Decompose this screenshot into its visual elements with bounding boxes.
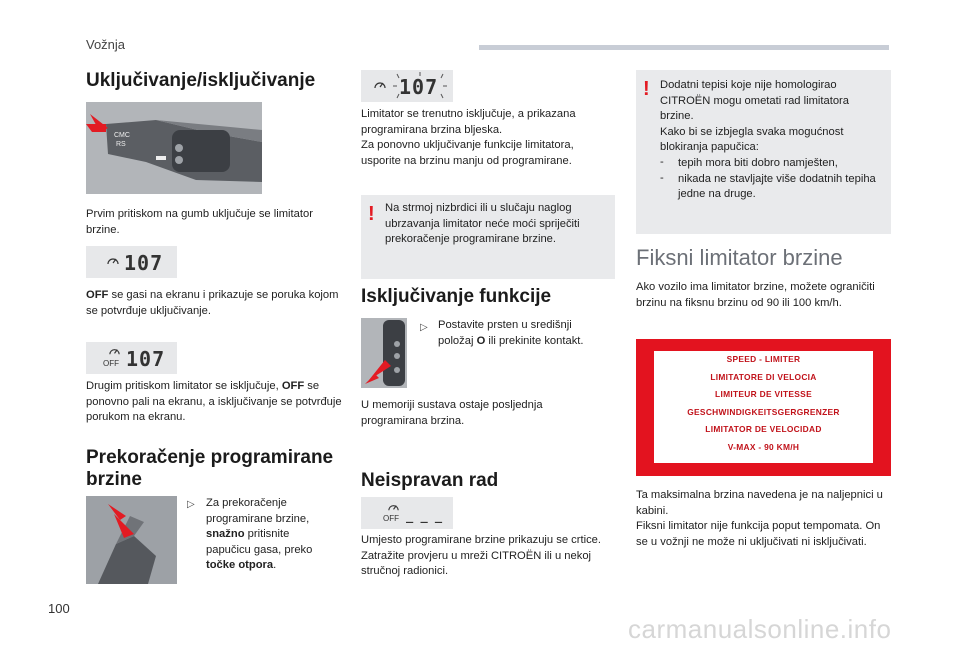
sticker-line: LIMITATORE DI VELOCIA: [710, 371, 817, 382]
sticker-line: LIMITATOR DE VELOCIDAD: [705, 424, 822, 434]
title-on-off: Uključivanje/isključivanje: [86, 70, 316, 91]
page-number: 100: [48, 601, 70, 616]
speedometer-icon: [108, 345, 121, 358]
lcd-speed-1: 107: [124, 251, 164, 275]
section-header: Vožnja: [86, 37, 126, 52]
text-exceed-d: točke otpora: [206, 559, 274, 571]
warning-box-downhill: [361, 195, 615, 279]
speedometer-icon: [373, 78, 387, 92]
watermark: carmanualsonline.info: [628, 614, 892, 644]
text-memory: U memoriji sustava ostaje posljednja programirana brzina.: [361, 399, 543, 427]
list-item: - nikada ne stavljajte više dodatnih tepiha jedne na druge.: [660, 172, 882, 203]
text-exceed-a: Za prekoračenje programirane brzine,: [206, 497, 310, 525]
text-fixed: Ako vozilo ima limitator brzine, možete ograničiti brzinu na fiksnu brzinu od 90 ili 100 km/h.: [636, 281, 875, 309]
title-exceed: Prekoračenje programirane brzine: [86, 447, 334, 490]
warning-box-mats: [636, 70, 891, 234]
sticker-line: GESCHWINDIGKEITSGERGRENZER: [687, 406, 840, 417]
text-off-rest: se gasi na ekranu i prikazuje se poruka kojom se potvrđuje uključivanje.: [86, 289, 339, 317]
ring-illustration: [361, 318, 407, 388]
mat-warning-text: Dodatni tepisi koje nije homologirao CITROËN mogu ometati rad limitatora brzine. Kako bi se izbjegla svaka mogućnost blokiranja papučica:: [660, 79, 850, 153]
pedal-illustration: [86, 496, 177, 584]
text-first-press: Prvim pritiskom na gumb uključuje se limitator brzine.: [86, 208, 313, 236]
mat-item-2: nikada ne stavljajte više dodatnih tepiha jedne na druge.: [678, 172, 876, 200]
title-fault: Neispravan rad: [361, 470, 499, 491]
display-fault: [361, 497, 453, 529]
stalk-label-cmc: CMC: [114, 132, 130, 139]
speed-limiter-sticker: [636, 339, 891, 476]
text-second-press-a: Drugim pritiskom limitator se isključuje,: [86, 380, 282, 392]
display-disabled: [86, 342, 177, 374]
pedal-photo: [86, 496, 177, 584]
stalk-label-rs: RS: [116, 141, 126, 148]
sticker-line: V-MAX - 90 KM/H: [727, 441, 800, 452]
warning-icon: !: [368, 203, 375, 225]
title-fixed-limiter: Fiksni limitator brzine: [636, 245, 843, 270]
text-off: [86, 288, 348, 319]
text-disable-c: ili prekinite kontakt.: [485, 334, 584, 347]
lcd-speed-2: 107: [126, 347, 166, 371]
sticker-inner: [654, 351, 873, 463]
text-exceed-c: pritisnite papučicu gasa, preko: [206, 528, 313, 556]
speedometer-icon: [106, 254, 120, 268]
text-disable-b: O: [476, 334, 486, 347]
sticker-line: LIMITEUR DE VITESSE: [715, 389, 812, 399]
text-disable: [438, 318, 610, 349]
text-after-sticker: Ta maksimalna brzina navedena je na naljepnici u kabini. Fiksni limitator nije funkcija poput tempomata. On se u vožnji ne može ni uključivati ni isključivati.: [636, 489, 883, 548]
lcd-off-label-2: OFF: [103, 359, 119, 368]
stalk-photo: [86, 102, 262, 194]
lcd-dashes: _ _ _: [406, 509, 443, 523]
lcd-off-label-fault: OFF: [383, 514, 399, 523]
text-exceed: [206, 496, 328, 574]
text-second-press-b: OFF: [281, 380, 305, 392]
lcd-speed-blink: 107: [399, 75, 439, 99]
header-bar: [479, 45, 889, 50]
display-blinking: [361, 70, 453, 102]
mat-item-1: tepih mora biti dobro namješten,: [678, 157, 838, 169]
display-enabled: [86, 246, 177, 278]
text-blink: Limitator se trenutno isključuje, a prikazana programirana brzina bljeska. Za ponovno uključivanje funkcije limitatora, usporite na brzinu manju od programirane.: [361, 108, 576, 167]
text-second-press: [86, 379, 348, 426]
text-exceed-b: snažno: [206, 528, 245, 540]
list-item: - tepih mora biti dobro namješten,: [660, 156, 882, 172]
ring-photo: [361, 318, 407, 388]
bullet-disable: ▷: [420, 322, 428, 333]
title-disable: Isključivanje funkcije: [361, 286, 552, 307]
bullet-exceed: ▷: [187, 499, 195, 510]
mat-list: [660, 156, 882, 203]
warning-icon: !: [643, 78, 650, 100]
text-disable-a: Postavite prsten u središnji položaj: [438, 319, 572, 347]
speedometer-icon: [387, 501, 400, 514]
text-second-press-c: se ponovno pali na ekranu, a isključivanje se potvrđuje porukom na ekranu.: [86, 380, 342, 423]
text-exceed-e: .: [273, 559, 277, 571]
sticker-line: SPEED - LIMITER: [726, 354, 801, 364]
text-fault: Umjesto programirane brzine prikazuju se crtice. Zatražite provjeru u mreži CITROËN ili u nekoj stručnoj radionici.: [361, 534, 602, 577]
off-bold: OFF: [86, 289, 109, 301]
warning-downhill-text: Na strmoj nizbrdici ili u slučaju naglog ubrzavanja limitator neće moći spriječiti prekoračenje programirane brzine.: [385, 202, 580, 245]
stalk-illustration: [86, 102, 262, 194]
